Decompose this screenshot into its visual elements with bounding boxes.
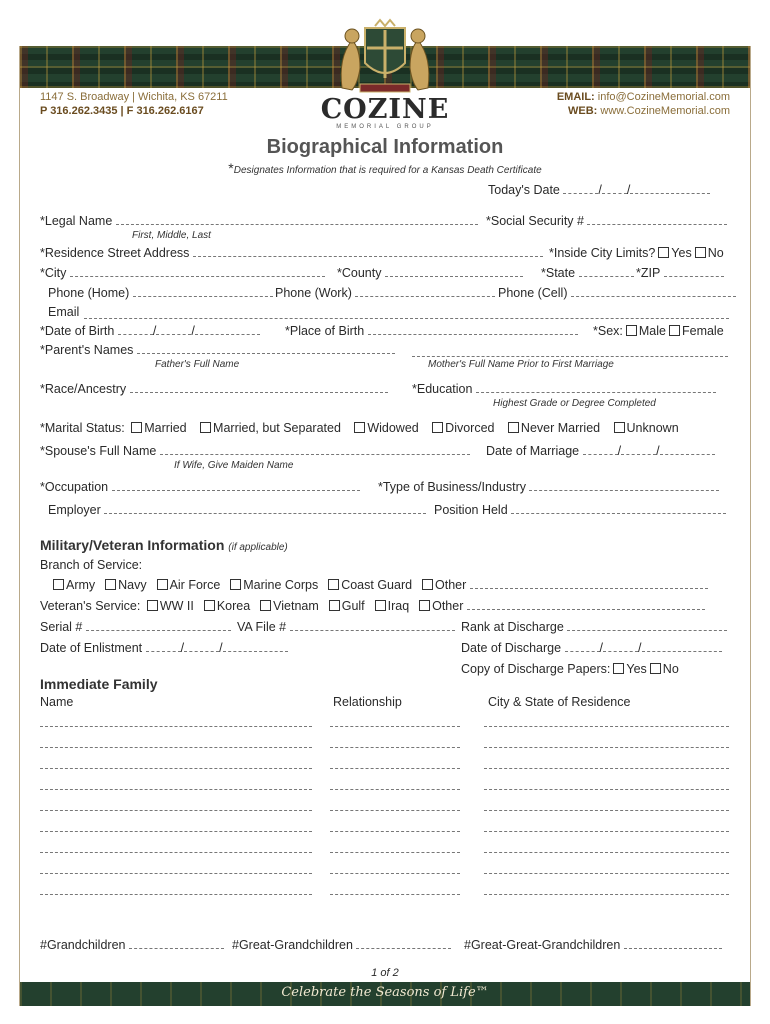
zip-field[interactable]: *ZIP <box>636 266 724 280</box>
discharge-papers: Copy of Discharge Papers: Yes No <box>461 662 679 676</box>
sex-field: *Sex: Male Female <box>593 324 724 338</box>
family-blank-line[interactable] <box>330 789 460 790</box>
family-blank-line[interactable] <box>484 810 729 811</box>
navy-checkbox[interactable] <box>105 579 116 590</box>
family-blank-line[interactable] <box>40 852 312 853</box>
phone-work-field[interactable]: Phone (Work) <box>275 286 495 300</box>
parents-field[interactable]: *Parent's Names <box>40 343 395 357</box>
education-hint: Highest Grade or Degree Completed <box>493 398 656 409</box>
web-link[interactable]: www.CozineMemorial.com <box>600 105 730 117</box>
address-block <box>40 90 228 118</box>
family-blank-line[interactable] <box>330 768 460 769</box>
family-blank-line[interactable] <box>484 768 729 769</box>
family-blank-line[interactable] <box>40 747 312 748</box>
required-note: *Designates Information that is required for a Kansas Death Certificate <box>228 160 542 176</box>
veteran-service: Veteran's Service: WW II Korea Vietnam Gulf Iraq Other <box>40 599 705 613</box>
mother-hint: Mother's Full Name Prior to First Marriage <box>428 359 614 370</box>
air-force-checkbox[interactable] <box>157 579 168 590</box>
brand-name: COZINE <box>320 94 450 125</box>
occupation-field[interactable]: *Occupation <box>40 480 360 494</box>
gulf-checkbox[interactable] <box>329 600 340 611</box>
family-blank-line[interactable] <box>484 726 729 727</box>
dob-field[interactable]: *Date of Birth / / <box>40 324 260 338</box>
col-name: Name <box>40 695 74 709</box>
family-blank-line[interactable] <box>40 873 312 874</box>
family-blank-line[interactable] <box>330 873 460 874</box>
never-married-checkbox[interactable] <box>508 422 519 433</box>
mother-name-line[interactable] <box>412 356 728 357</box>
family-blank-line[interactable] <box>484 789 729 790</box>
spouse-field[interactable]: *Spouse's Full Name <box>40 444 470 458</box>
col-residence: City & State of Residence <box>488 695 631 709</box>
separated-checkbox[interactable] <box>200 422 211 433</box>
brand-logo <box>310 96 460 130</box>
sex-female-checkbox[interactable] <box>669 325 680 336</box>
email-line <box>84 318 729 319</box>
phone-fax: P 316.262.3435 | F 316.262.6167 <box>40 105 204 117</box>
iraq-checkbox[interactable] <box>375 600 386 611</box>
father-hint: Father's Full Name <box>155 359 240 370</box>
serial-field[interactable]: Serial # <box>40 620 231 634</box>
form-title: Biographical Information <box>266 136 504 158</box>
inside-city-yes-checkbox[interactable] <box>658 247 669 258</box>
residence-field[interactable]: *Residence Street Address <box>40 246 543 260</box>
email-label: EMAIL: <box>556 91 595 103</box>
family-blank-line[interactable] <box>330 852 460 853</box>
col-relationship: Relationship <box>333 695 402 709</box>
position-field[interactable]: Position Held <box>434 503 726 517</box>
va-file-field[interactable]: VA File # <box>237 620 455 634</box>
address: 1147 S. Broadway | Wichita, KS 67211 <box>40 91 228 103</box>
vietnam-checkbox[interactable] <box>260 600 271 611</box>
grandchildren-field[interactable]: #Grandchildren <box>40 938 224 952</box>
crest-logo <box>330 18 440 96</box>
unknown-checkbox[interactable] <box>614 422 625 433</box>
family-blank-line[interactable] <box>330 726 460 727</box>
papers-yes-checkbox[interactable] <box>613 663 624 674</box>
phone-cell-field[interactable]: Phone (Cell) <box>498 286 736 300</box>
family-blank-line[interactable] <box>330 831 460 832</box>
inside-city-no-checkbox[interactable] <box>695 247 706 258</box>
contact-block <box>557 90 730 118</box>
great-great-grandchildren-field[interactable]: #Great-Great-Grandchildren <box>464 938 722 952</box>
marine-corps-checkbox[interactable] <box>230 579 241 590</box>
marital-status: *Marital Status: Married Married, but Separated Widowed Divorced Never Married Unknown <box>40 421 679 435</box>
county-field[interactable]: *County <box>337 266 523 280</box>
phone-home-field[interactable]: Phone (Home) <box>48 286 273 300</box>
family-blank-line[interactable] <box>40 894 312 895</box>
military-heading: Military/Veteran Information (if applicable) <box>40 537 288 553</box>
employer-field[interactable]: Employer <box>48 503 426 517</box>
married-checkbox[interactable] <box>131 422 142 433</box>
widowed-checkbox[interactable] <box>354 422 365 433</box>
race-field[interactable]: *Race/Ancestry <box>40 382 388 396</box>
tagline: Celebrate the Seasons of Life™ <box>281 985 489 1000</box>
family-blank-line[interactable] <box>484 894 729 895</box>
page-number: 1 of 2 <box>371 967 399 979</box>
inside-city-limits: *Inside City Limits? Yes No <box>549 246 724 260</box>
email-field[interactable]: Email <box>48 305 80 319</box>
rank-field[interactable]: Rank at Discharge <box>461 620 727 634</box>
family-blank-line[interactable] <box>40 789 312 790</box>
education-field[interactable]: *Education <box>412 382 716 396</box>
family-heading: Immediate Family <box>40 676 158 692</box>
war-other-checkbox[interactable] <box>419 600 430 611</box>
legal-name-field[interactable]: *Legal Name <box>40 214 478 228</box>
family-blank-line[interactable] <box>484 852 729 853</box>
family-blank-line[interactable] <box>330 810 460 811</box>
family-blank-line[interactable] <box>40 810 312 811</box>
sex-male-checkbox[interactable] <box>626 325 637 336</box>
city-field[interactable]: *City <box>40 266 325 280</box>
enlistment-field[interactable]: Date of Enlistment / / <box>40 641 288 655</box>
korea-checkbox[interactable] <box>204 600 215 611</box>
branch-options: Army Navy Air Force Marine Corps Coast Guard Other <box>50 578 708 592</box>
todays-date-field[interactable]: Today's Date / / <box>488 183 710 197</box>
family-blank-line[interactable] <box>484 747 729 748</box>
discharge-date-field[interactable]: Date of Discharge / / <box>461 641 722 655</box>
papers-no-checkbox[interactable] <box>650 663 661 674</box>
business-field[interactable]: *Type of Business/Industry <box>378 480 719 494</box>
family-blank-line[interactable] <box>40 768 312 769</box>
web-label: WEB: <box>568 105 598 117</box>
brand-subtitle: MEMORIAL GROUP <box>336 124 434 130</box>
coast-guard-checkbox[interactable] <box>328 579 339 590</box>
email-link[interactable]: info@CozineMemorial.com <box>597 91 730 103</box>
legal-name-hint: First, Middle, Last <box>132 230 211 241</box>
branch-other-checkbox[interactable] <box>422 579 433 590</box>
family-blank-line[interactable] <box>330 894 460 895</box>
branch-label: Branch of Service: <box>40 558 143 572</box>
army-checkbox[interactable] <box>53 579 64 590</box>
family-blank-line[interactable] <box>484 831 729 832</box>
family-blank-line[interactable] <box>40 831 312 832</box>
family-blank-line[interactable] <box>330 747 460 748</box>
great-grandchildren-field[interactable]: #Great-Grandchildren <box>232 938 451 952</box>
ww2-checkbox[interactable] <box>147 600 158 611</box>
state-field[interactable]: *State <box>541 266 634 280</box>
ssn-field[interactable]: *Social Security # <box>486 214 727 228</box>
spouse-hint: If Wife, Give Maiden Name <box>174 460 294 471</box>
pob-field[interactable]: *Place of Birth <box>285 324 578 338</box>
family-blank-line[interactable] <box>484 873 729 874</box>
family-blank-line[interactable] <box>40 726 312 727</box>
divorced-checkbox[interactable] <box>432 422 443 433</box>
footer-banner <box>20 982 750 1006</box>
date-of-marriage-field[interactable]: Date of Marriage / / <box>486 444 715 458</box>
